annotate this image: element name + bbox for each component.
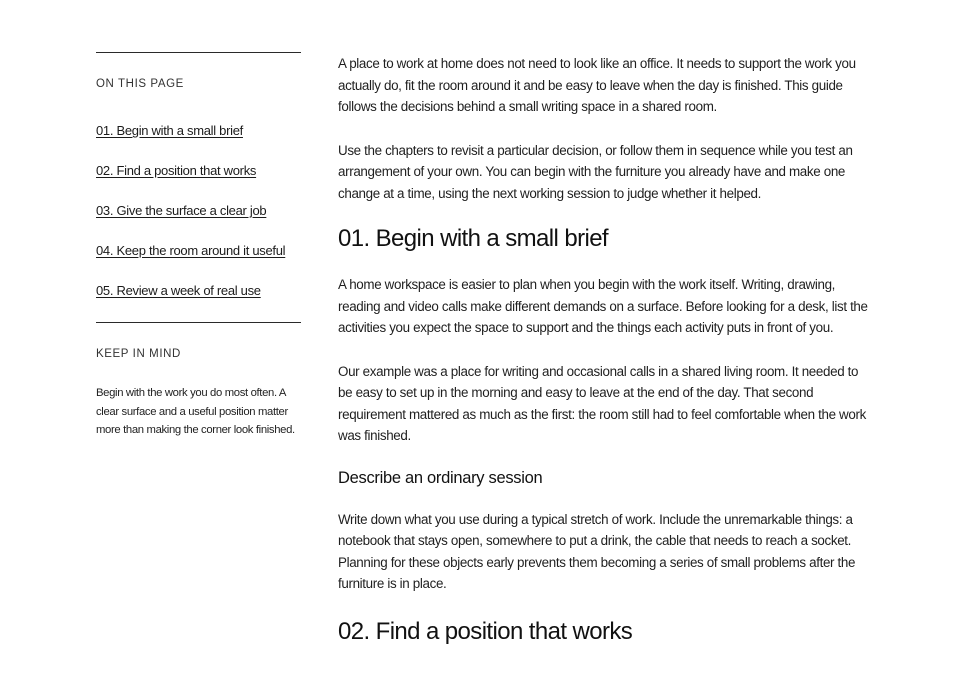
- chapter-1-paragraph-1: A home workspace is easier to plan when you begin with the work itself. Writing, drawing, reading and video calls make different demands on a surface. Before looking for a desk, list the activities you expect the space to support and the things each activity puts in front of you.: [338, 277, 868, 335]
- toc-link-chapter-3[interactable]: 03. Give the surface a clear job: [96, 203, 267, 218]
- intro-paragraph-1: A place to work at home does not need to look like an office. It needs to support the work you actually do, fit the room around it and be easy to leave when the day is finished. This guide follows the decisions behind a small writing space in a shared room.: [338, 56, 856, 114]
- intro-paragraph-2: Use the chapters to revisit a particular decision, or follow them in sequence while you test an arrangement of your own. You can begin with the furniture you already have and make one change at a time, using the next working session to judge whether it helped.: [338, 142, 853, 201]
- article-body: [338, 53, 868, 667]
- toc-item: [96, 162, 301, 180]
- toc-link-chapter-4[interactable]: 04. Keep the room around it useful: [96, 243, 286, 258]
- toc-item: [96, 202, 301, 220]
- sidebar-middle-divider: [96, 322, 301, 323]
- chapter-1-subsection-paragraph: Write down what you use during a typical stretch of work. Include the unremarkable things: a notebook that stays open, somewhere to put a drink, the cable that needs to reach a socket. Planning for these objects early prevents them becoming a series of small problems after the furniture is in place.: [338, 511, 856, 591]
- toc-link-chapter-1[interactable]: 01. Begin with a small brief: [96, 123, 243, 138]
- toc-item: [96, 282, 301, 300]
- keep-in-mind-text: Begin with the work you do most often. A clear surface and a useful position matter more than making the corner look finished.: [96, 387, 295, 436]
- chapter-1-heading: 01. Begin with a small brief: [338, 225, 609, 252]
- toc-link-chapter-2[interactable]: 02. Find a position that works: [96, 163, 257, 178]
- chapter-2-heading: 02. Find a position that works: [338, 617, 633, 645]
- chapter-1-paragraph-2: Our example was a place for writing and occasional calls in a shared living room. It needed to be easy to set up in the morning and easy to leave at the end of the day. That second requirement mattered as much as the first: the room still had to feel comfortable when the work was finished.: [338, 363, 866, 443]
- toc-link-chapter-5[interactable]: 05. Review a week of real use: [96, 283, 261, 298]
- toc-item: [96, 122, 301, 140]
- keep-in-mind-heading: KEEP IN MIND: [96, 348, 181, 360]
- toc-heading: ON THIS PAGE: [96, 78, 184, 90]
- chapter-1-subheading: Describe an ordinary session: [338, 468, 543, 487]
- sidebar: [96, 0, 301, 440]
- table-of-contents: [96, 122, 301, 300]
- toc-item: [96, 242, 301, 260]
- sidebar-top-divider: [96, 52, 301, 53]
